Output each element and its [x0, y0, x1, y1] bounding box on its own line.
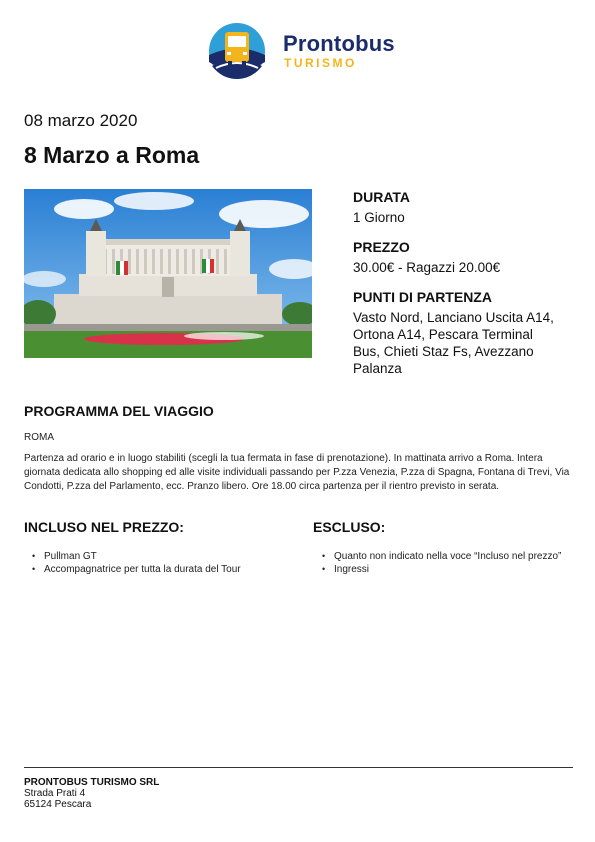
brand-sub: TURISMO: [284, 56, 357, 70]
partenza-block: [353, 289, 573, 377]
trip-photo: [24, 189, 312, 358]
footer-company: PRONTOBUS TURISMO SRL: [24, 777, 160, 788]
prezzo-block: [353, 239, 573, 276]
partenza-label: PUNTI DI PARTENZA: [353, 289, 492, 305]
bus-logo-icon: [208, 22, 266, 80]
programma-heading: PROGRAMMA DEL VIAGGIO: [24, 403, 214, 419]
list-item: • Quanto non indicato nella voce “Incluso nel prezzo”: [322, 550, 561, 563]
incluso-heading: INCLUSO NEL PREZZO:: [24, 519, 184, 535]
escluso-list: [322, 550, 561, 576]
durata-block: [353, 189, 573, 226]
footer: [24, 777, 159, 810]
durata-value: 1 Giorno: [353, 210, 405, 225]
list-item: • Ingressi: [322, 563, 561, 576]
partenza-line: Ortona A14, Pescara Terminal: [353, 327, 533, 342]
partenza-line: Bus, Chieti Staz Fs, Avezzano: [353, 344, 534, 359]
durata-label: DURATA: [353, 189, 411, 205]
trip-title: 8 Marzo a Roma: [24, 142, 200, 168]
programma-line: Partenza ad orario e in luogo stabiliti (scegli la tua fermata in fase di prenotazione). In mattinata arrivo a Roma. Intera: [24, 453, 543, 464]
brand-logo: [208, 22, 408, 80]
footer-address-city: 65124 Pescara: [24, 799, 92, 810]
partenza-line: Palanza: [353, 361, 402, 376]
partenza-value: [353, 309, 573, 377]
footer-divider: [24, 767, 573, 768]
programma-description: [24, 452, 574, 494]
programma-line: giornata dedicata allo shopping ed alle visite individuali passando per P.zza Venezia, P.zza di Spagna, Fontana di Trevi, Via: [24, 467, 570, 478]
programma-line: Condotti, P.zza del Parlamento, ecc. Pranzo libero. Ore 18.00 circa partenza per il rientro previsto in serata.: [24, 481, 500, 492]
vittoriano-photo-icon: [24, 189, 312, 358]
incluso-list: [32, 550, 241, 576]
prezzo-value: 30.00€ - Ragazzi 20.00€: [353, 260, 501, 275]
brand-name: Prontobus: [283, 31, 395, 56]
trip-date: 08 marzo 2020: [24, 111, 138, 130]
escluso-heading: ESCLUSO:: [313, 519, 386, 535]
list-item: • Pullman GT: [32, 550, 241, 563]
prezzo-label: PREZZO: [353, 239, 410, 255]
list-item: • Accompagnatrice per tutta la durata del Tour: [32, 563, 241, 576]
footer-address-street: Strada Prati 4: [24, 788, 86, 799]
programma-city: ROMA: [24, 432, 54, 443]
partenza-line: Vasto Nord, Lanciano Uscita A14,: [353, 310, 554, 325]
